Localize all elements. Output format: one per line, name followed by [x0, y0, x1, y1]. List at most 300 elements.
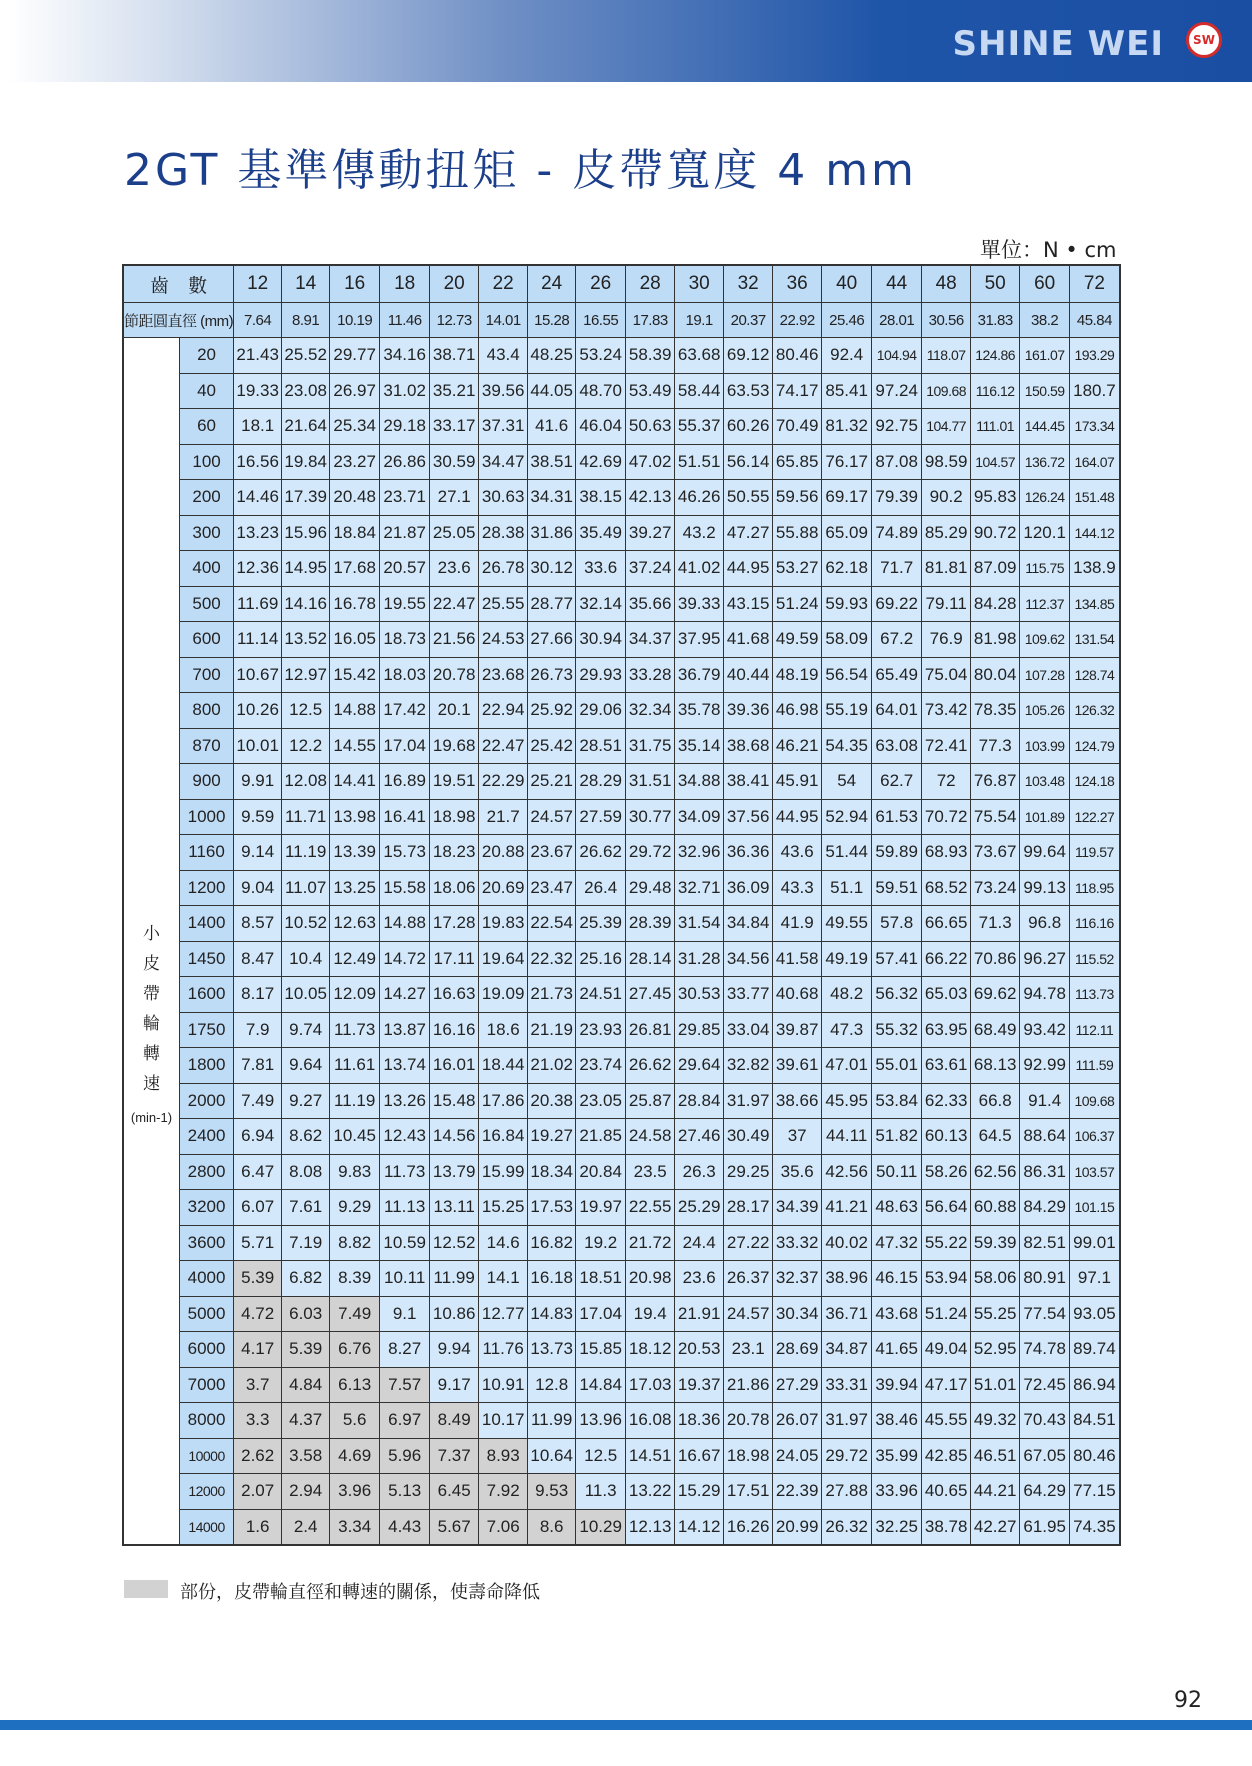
torque-cell: 16.16 — [430, 1012, 479, 1048]
torque-cell: 19.55 — [380, 586, 430, 622]
torque-cell: 33.96 — [872, 1474, 922, 1510]
torque-cell: 12.5 — [576, 1438, 626, 1474]
teeth-count: 48 — [922, 265, 971, 303]
torque-cell: 8.57 — [234, 906, 282, 942]
torque-cell: 84.28 — [971, 586, 1020, 622]
torque-cell: 41.58 — [773, 941, 822, 977]
torque-cell: 51.24 — [773, 586, 822, 622]
torque-cell: 38.68 — [724, 728, 773, 764]
torque-cell: 10.01 — [234, 728, 282, 764]
torque-cell: 25.55 — [479, 586, 528, 622]
rpm-value: 600 — [179, 622, 233, 658]
pitch-diameter: 16.55 — [576, 303, 626, 338]
teeth-count: 30 — [675, 265, 724, 303]
torque-cell: 53.24 — [576, 338, 626, 374]
torque-cell: 71.7 — [872, 551, 922, 587]
pitch-diameter: 30.56 — [922, 303, 971, 338]
torque-cell: 12.8 — [528, 1367, 576, 1403]
torque-cell: 27.45 — [626, 977, 675, 1013]
torque-cell: 25.92 — [528, 693, 576, 729]
torque-cell: 15.25 — [479, 1190, 528, 1226]
torque-cell: 65.85 — [773, 444, 822, 480]
torque-cell: 6.03 — [282, 1296, 330, 1332]
rpm-value: 2400 — [179, 1119, 233, 1155]
torque-cell: 18.34 — [528, 1154, 576, 1190]
torque-cell: 16.78 — [330, 586, 380, 622]
torque-cell: 41.21 — [822, 1190, 872, 1226]
torque-cell: 15.42 — [330, 657, 380, 693]
pitch-diameter: 11.46 — [380, 303, 430, 338]
torque-cell: 72.45 — [1020, 1367, 1070, 1403]
teeth-count: 36 — [773, 265, 822, 303]
torque-cell: 81.98 — [971, 622, 1020, 658]
torque-cell: 39.33 — [675, 586, 724, 622]
torque-cell: 28.51 — [576, 728, 626, 764]
torque-cell: 76.87 — [971, 764, 1020, 800]
torque-cell: 113.73 — [1070, 977, 1120, 1013]
torque-cell: 16.26 — [724, 1509, 773, 1545]
torque-cell: 103.57 — [1070, 1154, 1120, 1190]
torque-cell: 32.14 — [576, 586, 626, 622]
torque-cell: 49.32 — [971, 1403, 1020, 1439]
torque-cell: 9.04 — [234, 870, 282, 906]
torque-cell: 42.27 — [971, 1509, 1020, 1545]
torque-cell: 112.37 — [1020, 586, 1070, 622]
rpm-value: 8000 — [179, 1403, 233, 1439]
torque-cell: 3.96 — [330, 1474, 380, 1510]
torque-cell: 15.73 — [380, 835, 430, 871]
torque-cell: 34.37 — [626, 622, 675, 658]
torque-cell: 94.78 — [1020, 977, 1070, 1013]
torque-cell: 48.63 — [872, 1190, 922, 1226]
torque-cell: 18.06 — [430, 870, 479, 906]
torque-cell: 48.2 — [822, 977, 872, 1013]
torque-cell: 31.02 — [380, 373, 430, 409]
torque-cell: 10.4 — [282, 941, 330, 977]
torque-cell: 74.89 — [872, 515, 922, 551]
torque-cell: 14.41 — [330, 764, 380, 800]
torque-cell: 49.59 — [773, 622, 822, 658]
torque-cell: 58.09 — [822, 622, 872, 658]
torque-cell: 58.06 — [971, 1261, 1020, 1297]
torque-cell: 60.88 — [971, 1190, 1020, 1226]
torque-cell: 56.14 — [724, 444, 773, 480]
torque-cell: 16.82 — [528, 1225, 576, 1261]
torque-cell: 13.98 — [330, 799, 380, 835]
torque-cell: 16.01 — [430, 1048, 479, 1084]
torque-cell: 23.05 — [576, 1083, 626, 1119]
table-row — [123, 480, 1120, 516]
torque-cell: 31.86 — [528, 515, 576, 551]
torque-cell: 58.39 — [626, 338, 675, 374]
torque-cell: 92.99 — [1020, 1048, 1070, 1084]
torque-cell: 21.7 — [479, 799, 528, 835]
torque-cell: 8.17 — [234, 977, 282, 1013]
torque-cell: 39.87 — [773, 1012, 822, 1048]
torque-cell: 17.68 — [330, 551, 380, 587]
torque-cell: 63.08 — [872, 728, 922, 764]
rpm-value: 800 — [179, 693, 233, 729]
torque-cell: 21.43 — [234, 338, 282, 374]
torque-cell: 66.65 — [922, 906, 971, 942]
torque-cell: 10.26 — [234, 693, 282, 729]
torque-cell: 7.49 — [330, 1296, 380, 1332]
torque-cell: 89.74 — [1070, 1332, 1120, 1368]
torque-cell: 41.02 — [675, 551, 724, 587]
torque-cell: 29.48 — [626, 870, 675, 906]
teeth-count: 24 — [528, 265, 576, 303]
torque-cell: 109.68 — [922, 373, 971, 409]
torque-cell: 26.62 — [626, 1048, 675, 1084]
rpm-value: 60 — [179, 409, 233, 445]
table-row — [123, 1225, 1120, 1261]
torque-cell: 50.55 — [724, 480, 773, 516]
torque-cell: 53.84 — [872, 1083, 922, 1119]
torque-cell: 23.1 — [724, 1332, 773, 1368]
torque-cell: 11.99 — [430, 1261, 479, 1297]
pitch-diameter: 7.64 — [234, 303, 282, 338]
torque-cell: 11.13 — [380, 1190, 430, 1226]
teeth-count: 72 — [1070, 265, 1120, 303]
torque-cell: 8.47 — [234, 941, 282, 977]
torque-cell: 76.9 — [922, 622, 971, 658]
torque-cell: 33.28 — [626, 657, 675, 693]
torque-cell: 22.29 — [479, 764, 528, 800]
torque-cell: 26.4 — [576, 870, 626, 906]
torque-cell: 51.51 — [675, 444, 724, 480]
torque-cell: 8.39 — [330, 1261, 380, 1297]
footer-bar — [0, 1720, 1252, 1730]
torque-cell: 31.97 — [724, 1083, 773, 1119]
torque-cell: 38.46 — [872, 1403, 922, 1439]
teeth-count: 12 — [234, 265, 282, 303]
torque-cell: 43.68 — [872, 1296, 922, 1332]
torque-cell: 18.73 — [380, 622, 430, 658]
torque-cell: 131.54 — [1070, 622, 1120, 658]
torque-cell: 27.29 — [773, 1367, 822, 1403]
pitch-diameter: 10.19 — [330, 303, 380, 338]
torque-cell: 42.85 — [922, 1438, 971, 1474]
torque-cell: 40.68 — [773, 977, 822, 1013]
torque-cell: 59.51 — [872, 870, 922, 906]
table-row — [123, 1261, 1120, 1297]
torque-cell: 124.86 — [971, 338, 1020, 374]
pitch-diameter: 15.28 — [528, 303, 576, 338]
torque-cell: 38.41 — [724, 764, 773, 800]
torque-cell: 6.97 — [380, 1403, 430, 1439]
torque-cell: 18.03 — [380, 657, 430, 693]
torque-cell: 13.25 — [330, 870, 380, 906]
torque-cell: 34.31 — [528, 480, 576, 516]
table-row — [123, 941, 1120, 977]
torque-cell: 14.56 — [430, 1119, 479, 1155]
torque-cell: 13.79 — [430, 1154, 479, 1190]
torque-cell: 31.51 — [626, 764, 675, 800]
torque-cell: 62.18 — [822, 551, 872, 587]
torque-cell: 43.3 — [773, 870, 822, 906]
torque-cell: 68.93 — [922, 835, 971, 871]
torque-cell: 104.94 — [872, 338, 922, 374]
brand-wordmark: SHINE WEI — [952, 24, 1164, 64]
torque-cell: 161.07 — [1020, 338, 1070, 374]
torque-cell: 28.84 — [675, 1083, 724, 1119]
torque-cell: 134.85 — [1070, 586, 1120, 622]
torque-cell: 68.13 — [971, 1048, 1020, 1084]
torque-cell: 21.64 — [282, 409, 330, 445]
torque-cell: 26.37 — [724, 1261, 773, 1297]
rpm-value: 1600 — [179, 977, 233, 1013]
torque-cell: 85.29 — [922, 515, 971, 551]
torque-cell: 93.05 — [1070, 1296, 1120, 1332]
torque-cell: 25.39 — [576, 906, 626, 942]
page-number: 92 — [1174, 1688, 1202, 1713]
torque-cell: 5.13 — [380, 1474, 430, 1510]
torque-cell: 30.59 — [430, 444, 479, 480]
torque-cell: 37 — [773, 1119, 822, 1155]
torque-cell: 95.83 — [971, 480, 1020, 516]
torque-cell: 51.82 — [872, 1119, 922, 1155]
torque-cell: 7.92 — [479, 1474, 528, 1510]
torque-cell: 136.72 — [1020, 444, 1070, 480]
torque-cell: 70.72 — [922, 799, 971, 835]
table-row — [123, 764, 1120, 800]
torque-cell: 37.56 — [724, 799, 773, 835]
torque-cell: 25.29 — [675, 1190, 724, 1226]
torque-cell: 35.66 — [626, 586, 675, 622]
torque-cell: 30.12 — [528, 551, 576, 587]
torque-cell: 55.37 — [675, 409, 724, 445]
torque-cell: 79.39 — [872, 480, 922, 516]
torque-cell: 5.6 — [330, 1403, 380, 1439]
torque-cell: 65.09 — [822, 515, 872, 551]
torque-cell: 23.27 — [330, 444, 380, 480]
torque-cell: 38.66 — [773, 1083, 822, 1119]
torque-cell: 56.32 — [872, 977, 922, 1013]
torque-cell: 46.26 — [675, 480, 724, 516]
legend-text: 部份，皮帶輪直徑和轉速的關係，使壽命降低 — [180, 1582, 540, 1603]
torque-cell: 24.05 — [773, 1438, 822, 1474]
table-row — [123, 1403, 1120, 1439]
torque-cell: 23.93 — [576, 1012, 626, 1048]
torque-cell: 111.01 — [971, 409, 1020, 445]
torque-cell: 53.94 — [922, 1261, 971, 1297]
torque-cell: 60.13 — [922, 1119, 971, 1155]
torque-cell: 34.39 — [773, 1190, 822, 1226]
torque-cell: 122.27 — [1070, 799, 1120, 835]
torque-cell: 84.51 — [1070, 1403, 1120, 1439]
torque-cell: 101.15 — [1070, 1190, 1120, 1226]
torque-cell: 41.6 — [528, 409, 576, 445]
torque-cell: 47.17 — [922, 1367, 971, 1403]
torque-cell: 28.39 — [626, 906, 675, 942]
torque-cell: 25.42 — [528, 728, 576, 764]
torque-cell: 26.07 — [773, 1403, 822, 1439]
torque-cell: 38.71 — [430, 338, 479, 374]
rpm-value: 40 — [179, 373, 233, 409]
torque-cell: 144.45 — [1020, 409, 1070, 445]
torque-cell: 44.05 — [528, 373, 576, 409]
teeth-count: 26 — [576, 265, 626, 303]
torque-cell: 38.78 — [922, 1509, 971, 1545]
torque-cell: 77.3 — [971, 728, 1020, 764]
torque-cell: 8.62 — [282, 1119, 330, 1155]
torque-cell: 18.1 — [234, 409, 282, 445]
torque-cell: 19.51 — [430, 764, 479, 800]
rpm-axis-char: 轉 — [142, 1044, 160, 1063]
torque-cell: 3.7 — [234, 1367, 282, 1403]
torque-cell: 34.56 — [724, 941, 773, 977]
torque-cell: 36.79 — [675, 657, 724, 693]
teeth-count: 16 — [330, 265, 380, 303]
torque-cell: 25.05 — [430, 515, 479, 551]
torque-cell: 20.38 — [528, 1083, 576, 1119]
torque-cell: 8.93 — [479, 1438, 528, 1474]
torque-cell: 16.67 — [675, 1438, 724, 1474]
torque-cell: 69.17 — [822, 480, 872, 516]
torque-cell: 41.65 — [872, 1332, 922, 1368]
torque-cell: 63.68 — [675, 338, 724, 374]
torque-cell: 72.41 — [922, 728, 971, 764]
torque-cell: 16.84 — [479, 1119, 528, 1155]
torque-cell: 16.89 — [380, 764, 430, 800]
torque-cell: 42.56 — [822, 1154, 872, 1190]
torque-cell: 23.6 — [430, 551, 479, 587]
torque-cell: 193.29 — [1070, 338, 1120, 374]
torque-cell: 50.11 — [872, 1154, 922, 1190]
torque-cell: 19.37 — [675, 1367, 724, 1403]
torque-cell: 6.94 — [234, 1119, 282, 1155]
torque-cell: 26.97 — [330, 373, 380, 409]
torque-cell: 20.53 — [675, 1332, 724, 1368]
torque-cell: 77.54 — [1020, 1296, 1070, 1332]
torque-cell: 103.99 — [1020, 728, 1070, 764]
teeth-count: 22 — [479, 265, 528, 303]
torque-cell: 151.48 — [1070, 480, 1120, 516]
torque-cell: 48.70 — [576, 373, 626, 409]
torque-cell: 19.68 — [430, 728, 479, 764]
torque-cell: 18.44 — [479, 1048, 528, 1084]
torque-cell: 86.31 — [1020, 1154, 1070, 1190]
rpm-value: 6000 — [179, 1332, 233, 1368]
torque-cell: 25.34 — [330, 409, 380, 445]
torque-cell: 18.36 — [675, 1403, 724, 1439]
torque-cell: 97.1 — [1070, 1261, 1120, 1297]
torque-cell: 9.91 — [234, 764, 282, 800]
torque-cell: 74.78 — [1020, 1332, 1070, 1368]
torque-cell: 35.21 — [430, 373, 479, 409]
torque-cell: 42.13 — [626, 480, 675, 516]
torque-cell: 47.01 — [822, 1048, 872, 1084]
torque-cell: 39.27 — [626, 515, 675, 551]
torque-cell: 68.49 — [971, 1012, 1020, 1048]
torque-cell: 54 — [822, 764, 872, 800]
torque-cell: 22.32 — [528, 941, 576, 977]
torque-cell: 26.32 — [822, 1509, 872, 1545]
torque-cell: 9.83 — [330, 1154, 380, 1190]
torque-cell: 73.42 — [922, 693, 971, 729]
torque-cell: 116.12 — [971, 373, 1020, 409]
rpm-value: 500 — [179, 586, 233, 622]
torque-cell: 81.81 — [922, 551, 971, 587]
torque-cell: 11.71 — [282, 799, 330, 835]
rpm-axis-label — [123, 338, 179, 1546]
torque-cell: 6.82 — [282, 1261, 330, 1297]
torque-cell: 76.17 — [822, 444, 872, 480]
torque-cell: 11.14 — [234, 622, 282, 658]
torque-cell: 20.98 — [626, 1261, 675, 1297]
table-row — [123, 977, 1120, 1013]
torque-cell: 4.43 — [380, 1509, 430, 1545]
torque-cell: 19.33 — [234, 373, 282, 409]
torque-cell: 10.59 — [380, 1225, 430, 1261]
torque-cell: 6.47 — [234, 1154, 282, 1190]
torque-cell: 53.27 — [773, 551, 822, 587]
torque-cell: 19.64 — [479, 941, 528, 977]
torque-cell: 15.58 — [380, 870, 430, 906]
torque-cell: 79.11 — [922, 586, 971, 622]
torque-cell: 118.95 — [1070, 870, 1120, 906]
rpm-value: 1800 — [179, 1048, 233, 1084]
torque-cell: 23.74 — [576, 1048, 626, 1084]
torque-cell: 128.74 — [1070, 657, 1120, 693]
torque-cell: 12.13 — [626, 1509, 675, 1545]
torque-cell: 31.54 — [675, 906, 724, 942]
torque-cell: 20.99 — [773, 1509, 822, 1545]
torque-cell: 106.37 — [1070, 1119, 1120, 1155]
torque-cell: 54.35 — [822, 728, 872, 764]
torque-cell: 14.84 — [576, 1367, 626, 1403]
torque-cell: 30.77 — [626, 799, 675, 835]
torque-cell: 66.8 — [971, 1083, 1020, 1119]
torque-cell: 67.2 — [872, 622, 922, 658]
torque-cell: 75.54 — [971, 799, 1020, 835]
torque-cell: 47.32 — [872, 1225, 922, 1261]
torque-cell: 30.49 — [724, 1119, 773, 1155]
table-row — [123, 1119, 1120, 1155]
torque-cell: 32.71 — [675, 870, 724, 906]
torque-cell: 20.1 — [430, 693, 479, 729]
torque-cell: 52.94 — [822, 799, 872, 835]
torque-cell: 26.3 — [675, 1154, 724, 1190]
torque-cell: 55.25 — [971, 1296, 1020, 1332]
torque-cell: 20.57 — [380, 551, 430, 587]
torque-cell: 44.95 — [773, 799, 822, 835]
torque-cell: 7.49 — [234, 1083, 282, 1119]
rpm-axis-char: 皮 — [142, 954, 160, 973]
torque-cell: 49.19 — [822, 941, 872, 977]
torque-cell: 19.83 — [479, 906, 528, 942]
torque-cell: 9.64 — [282, 1048, 330, 1084]
pitch-diameter: 25.46 — [822, 303, 872, 338]
torque-cell: 50.63 — [626, 409, 675, 445]
torque-cell: 52.95 — [971, 1332, 1020, 1368]
torque-cell: 22.54 — [528, 906, 576, 942]
torque-cell: 13.22 — [626, 1474, 675, 1510]
torque-cell: 17.28 — [430, 906, 479, 942]
torque-cell: 59.89 — [872, 835, 922, 871]
torque-cell: 21.02 — [528, 1048, 576, 1084]
torque-cell: 30.34 — [773, 1296, 822, 1332]
rpm-value: 1160 — [179, 835, 233, 871]
torque-cell: 22.39 — [773, 1474, 822, 1510]
torque-cell: 10.67 — [234, 657, 282, 693]
torque-cell: 28.29 — [576, 764, 626, 800]
torque-cell: 33.17 — [430, 409, 479, 445]
torque-cell: 22.47 — [479, 728, 528, 764]
pitch-diameter: 31.83 — [971, 303, 1020, 338]
torque-cell: 64.5 — [971, 1119, 1020, 1155]
rpm-axis-unit: (min-1) — [130, 1110, 173, 1125]
